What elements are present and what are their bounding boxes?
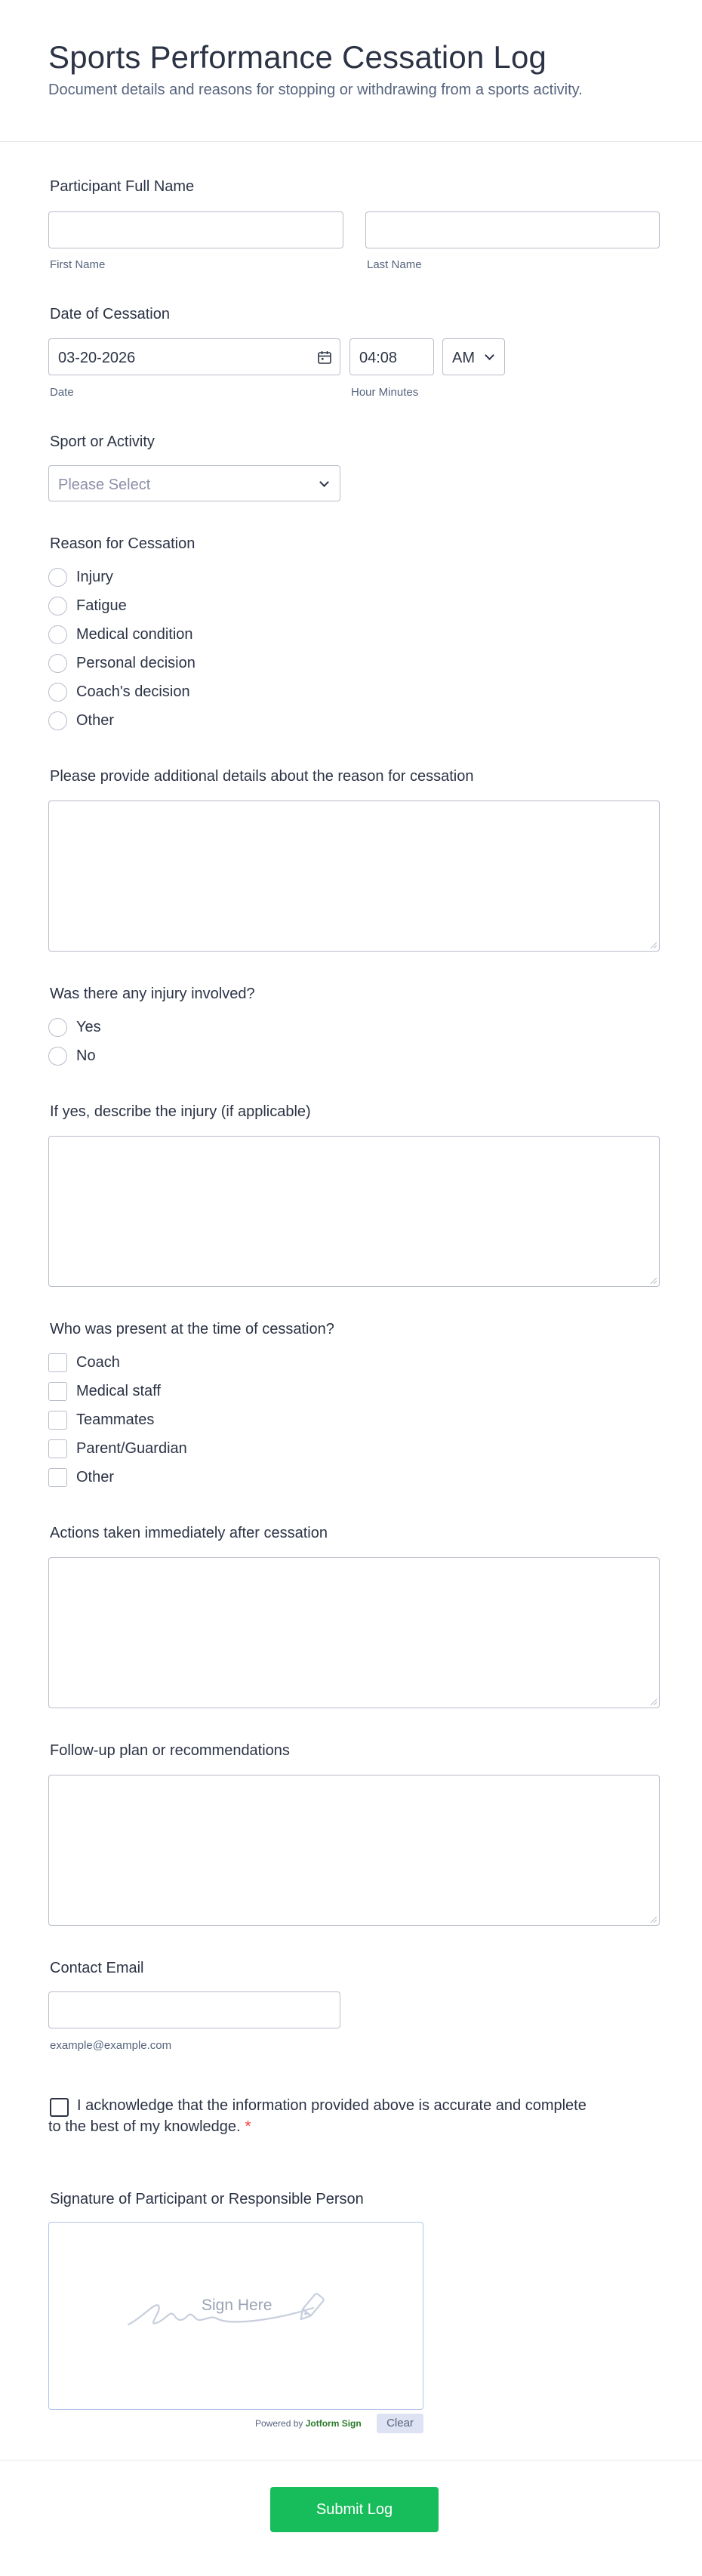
sport-label: Sport or Activity [50, 433, 155, 450]
resize-handle-icon[interactable] [649, 1915, 657, 1923]
present-option-label: Medical staff [76, 1383, 161, 1399]
calendar-icon[interactable] [317, 350, 332, 365]
present-option-label: Parent/Guardian [76, 1440, 187, 1457]
reason-option-label: Other [76, 712, 115, 729]
first-name-sublabel: First Name [50, 258, 106, 271]
ampm-select[interactable] [442, 338, 505, 375]
time-sublabel: Hour Minutes [351, 386, 419, 399]
date-input[interactable] [48, 338, 340, 375]
reason-option-label: Fatigue [76, 597, 127, 614]
last-name-input[interactable] [365, 211, 660, 248]
acknowledge-text: I acknowledge that the information provided above is accurate and complete to the best of my knowledge. [48, 2097, 587, 2135]
clear-signature-button[interactable]: Clear [377, 2414, 423, 2433]
reason-option-label: Injury [76, 569, 113, 585]
submit-button[interactable]: Submit Log [270, 2487, 439, 2532]
radio-button[interactable] [48, 625, 67, 644]
radio-button[interactable] [48, 1047, 67, 1066]
chevron-down-icon [319, 477, 329, 487]
powered-by [255, 2418, 362, 2429]
resize-handle-icon[interactable] [649, 941, 657, 949]
jotform-sign-link[interactable]: Jotform Sign [305, 2418, 362, 2429]
checkbox[interactable] [48, 1382, 67, 1401]
injury-desc-label: If yes, describe the injury (if applicable) [50, 1103, 311, 1120]
reason-option-label: Coach's decision [76, 683, 190, 700]
required-asterisk: * [245, 2118, 251, 2135]
actions-label: Actions taken immediately after cessation [50, 1525, 328, 1541]
followup-textarea[interactable] [48, 1775, 660, 1926]
details-label: Please provide additional details about the reason for cessation [50, 768, 474, 785]
checkbox[interactable] [48, 1411, 67, 1430]
present-option-label: Coach [76, 1354, 120, 1371]
full-name-label: Participant Full Name [50, 178, 195, 195]
radio-button[interactable] [48, 711, 67, 730]
sign-here-text: Sign Here [202, 2297, 272, 2314]
radio-button[interactable] [48, 683, 67, 702]
radio-button[interactable] [48, 654, 67, 673]
injury-desc-textarea[interactable] [48, 1136, 660, 1287]
resize-handle-icon[interactable] [649, 1276, 657, 1284]
signature-label: Signature of Participant or Responsible Person [50, 2191, 364, 2207]
ampm-value: AM [452, 350, 475, 366]
present-label: Who was present at the time of cessation? [50, 1321, 334, 1337]
checkbox[interactable] [48, 1353, 67, 1372]
injury-label: Was there any injury involved? [50, 986, 255, 1002]
email-input[interactable] [48, 1991, 340, 2028]
radio-button[interactable] [48, 568, 67, 587]
followup-label: Follow-up plan or recommendations [50, 1742, 290, 1759]
powered-by-prefix: Powered by [255, 2418, 303, 2429]
present-option-label: Other [76, 1469, 115, 1485]
injury-option-label: Yes [76, 1019, 101, 1035]
last-name-sublabel: Last Name [367, 258, 422, 271]
form-header [0, 0, 702, 142]
present-option-label: Teammates [76, 1411, 155, 1428]
date-sublabel: Date [50, 386, 74, 399]
reason-option-label: Medical condition [76, 626, 193, 643]
details-textarea[interactable] [48, 801, 660, 952]
radio-button[interactable] [48, 1018, 67, 1037]
chevron-down-icon [485, 350, 494, 360]
form-title: Sports Performance Cessation Log [48, 39, 547, 75]
time-value: 04:08 [359, 350, 398, 366]
acknowledge-label [48, 2095, 592, 2137]
actions-textarea[interactable] [48, 1557, 660, 1708]
reason-option-label: Personal decision [76, 655, 196, 671]
time-input[interactable] [349, 338, 434, 375]
sport-placeholder: Please Select [58, 477, 151, 493]
injury-option-label: No [76, 1047, 96, 1064]
resize-handle-icon[interactable] [649, 1698, 657, 1705]
checkbox[interactable] [48, 1468, 67, 1487]
email-sublabel: example@example.com [50, 2039, 172, 2052]
sport-select[interactable] [48, 465, 340, 501]
checkbox[interactable] [48, 1439, 67, 1458]
reason-label: Reason for Cessation [50, 535, 196, 552]
form-subtitle: Document details and reasons for stopping or withdrawing from a sports activity. [48, 82, 583, 98]
date-value: 03-20-2026 [58, 350, 136, 366]
first-name-input[interactable] [48, 211, 343, 248]
email-label: Contact Email [50, 1960, 144, 1976]
signature-pad[interactable] [48, 2222, 423, 2410]
radio-button[interactable] [48, 597, 67, 615]
date-label: Date of Cessation [50, 306, 170, 322]
